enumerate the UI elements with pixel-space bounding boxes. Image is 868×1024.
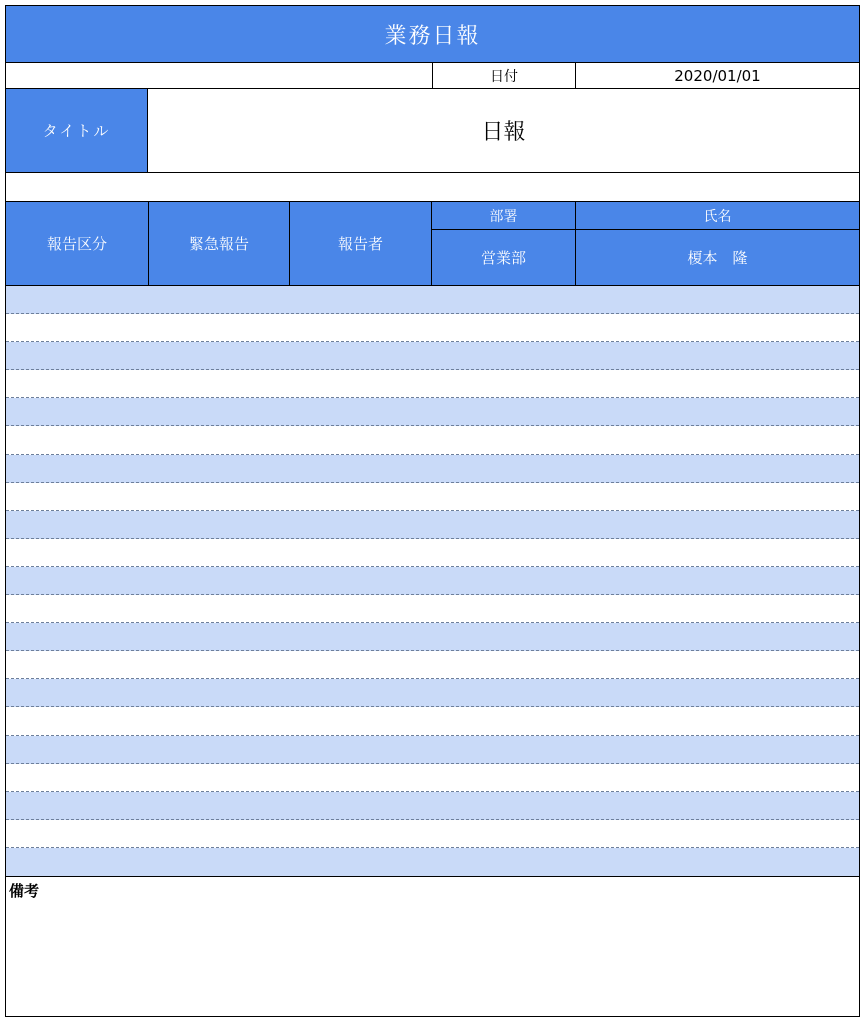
report-line[interactable]: [6, 567, 859, 595]
report-line[interactable]: [6, 820, 859, 848]
name-label: 氏名: [576, 202, 859, 230]
date-label: 日付: [432, 63, 576, 88]
report-line[interactable]: [6, 314, 859, 342]
date-value[interactable]: 2020/01/01: [674, 66, 761, 85]
department-value[interactable]: 営業部: [432, 230, 576, 285]
report-line[interactable]: [6, 595, 859, 623]
report-line[interactable]: [6, 342, 859, 370]
report-line[interactable]: [6, 679, 859, 707]
report-lines: [6, 286, 859, 876]
report-line[interactable]: [6, 483, 859, 511]
report-line[interactable]: [6, 427, 859, 455]
name-value[interactable]: 榎本 隆: [687, 249, 748, 267]
report-line[interactable]: [6, 736, 859, 764]
report-line[interactable]: [6, 708, 859, 736]
report-line[interactable]: [6, 651, 859, 679]
spacer-row: [6, 173, 859, 202]
report-line[interactable]: [6, 623, 859, 651]
report-line[interactable]: [6, 539, 859, 567]
report-line[interactable]: [6, 511, 859, 539]
report-line[interactable]: [6, 848, 859, 876]
notes-label: 備考: [9, 882, 40, 900]
report-line[interactable]: [6, 286, 859, 314]
report-title-value[interactable]: 日報: [481, 120, 526, 145]
reporter-header: 報告者: [290, 202, 432, 285]
report-title-row: [6, 89, 859, 173]
report-title-label: タイトル: [6, 89, 148, 172]
report-line[interactable]: [6, 370, 859, 398]
daily-report-sheet: [5, 5, 860, 1017]
document-title: 業務日報: [6, 6, 859, 63]
department-label: 部署: [432, 202, 576, 230]
report-line[interactable]: [6, 455, 859, 483]
column-header-row: [6, 202, 859, 286]
category-header: 報告区分: [6, 202, 149, 285]
report-line[interactable]: [6, 764, 859, 792]
report-line[interactable]: [6, 398, 859, 426]
date-row: [6, 63, 859, 89]
urgent-header: 緊急報告: [149, 202, 290, 285]
report-line[interactable]: [6, 792, 859, 820]
notes-section[interactable]: [6, 876, 859, 1016]
